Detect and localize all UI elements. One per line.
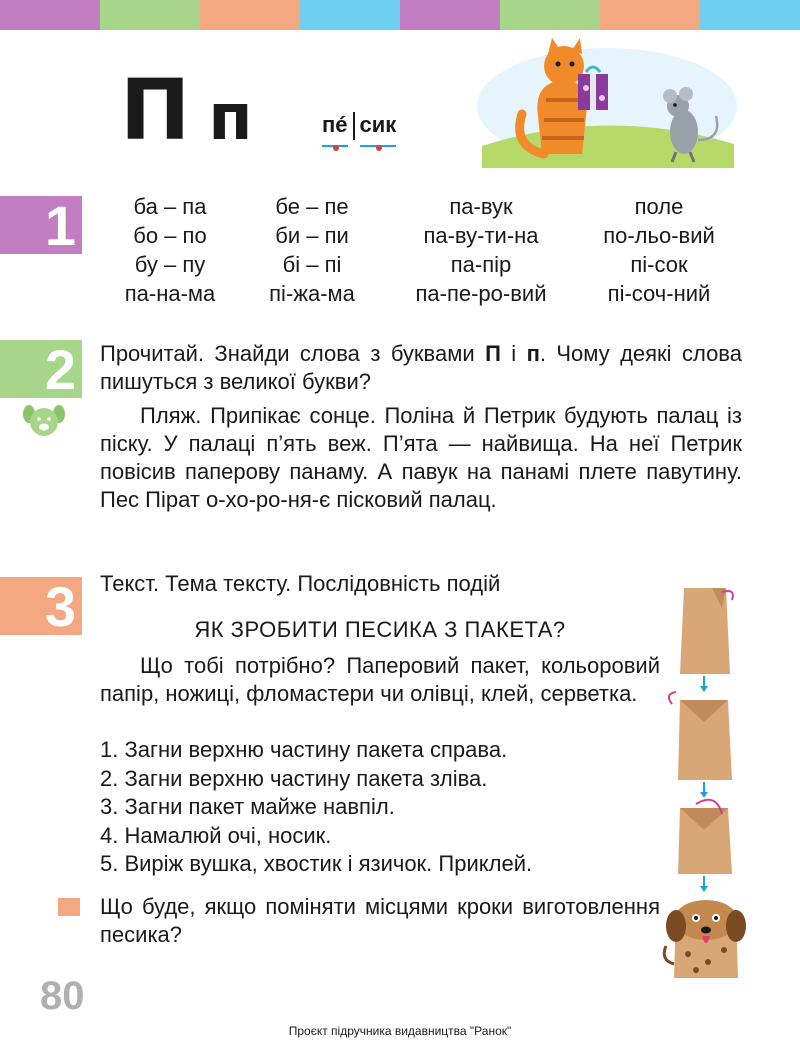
task-3-number-tab (0, 574, 82, 638)
strip-segment (300, 0, 400, 30)
syllable-cell: па-пе-ро-вий (415, 281, 547, 306)
syllable-row (104, 221, 744, 250)
syllable-cell: бе – пе (275, 194, 349, 219)
question-text: Що буде, якщо поміняти місцями кроки виготовлення песика? (100, 894, 660, 947)
craft-title: ЯК ЗРОБИТИ ПЕСИКА З ПАКЕТА? (194, 617, 566, 642)
strip-segment (100, 0, 200, 30)
task-1-number-tab (0, 193, 82, 257)
syllable-separator (353, 112, 355, 140)
step-item: 5. Виріж вушка, хвостик і язичок. Приклей. (100, 851, 533, 876)
syllable-grid (104, 192, 744, 308)
step-item: 2. Загни верхню частину пакета зліва. (100, 765, 488, 791)
letter-upper: П (120, 61, 191, 159)
syllable-cell: пі-сок (630, 252, 688, 277)
bag-dog-finished (664, 900, 746, 978)
word-scheme (322, 112, 396, 152)
syllable-cell: па-вук (449, 194, 513, 219)
question-marker (58, 898, 80, 916)
bag-step-2 (669, 692, 732, 780)
strip-segment (500, 0, 600, 30)
task-3-number: 3 (44, 574, 76, 638)
bag-step-3 (678, 800, 732, 874)
instruction-letter-upper: П (485, 341, 501, 366)
syllable-1-text: пé (322, 112, 348, 137)
letter-heading (120, 61, 253, 159)
strip-segment (700, 0, 800, 30)
syllable-row (104, 250, 744, 279)
materials-text: Що тобі потрібно? Паперовий пакет, кольоровий папір, ножиці, фломастери чи олівці, клей, серветка. (100, 653, 660, 706)
task-2-number: 2 (44, 337, 76, 401)
syllable-cell: бі – пі (282, 252, 342, 277)
task-2-instruction (100, 340, 742, 396)
page-number: 80 (40, 974, 85, 1018)
publisher-footer: Проєкт підручника видавництва "Ранок" (288, 1024, 512, 1038)
task-3-intro: Текст. Тема тексту. Послідовність подій (100, 571, 501, 596)
strip-segment (200, 0, 300, 30)
strip-segment (400, 0, 500, 30)
step-item: 3. Загни пакет майже навпіл. (100, 794, 395, 819)
syllable-2-text: сик (359, 112, 397, 137)
syllable-cell: бо – по (133, 223, 207, 248)
syllable-cell: по-льо-вий (603, 223, 715, 248)
syllable-cell: пі-соч-ний (607, 281, 711, 306)
cat-and-mouse-illustration (472, 36, 742, 168)
step-item: 4. Намалюй очі, носик. (100, 822, 332, 848)
paper-bag-steps-illustration (656, 582, 760, 982)
syllable-cell: пі-жа-ма (269, 281, 355, 306)
instruction-text: Прочитай. Знайди слова з буквами (100, 341, 486, 366)
syllable-cell: бу – пу (134, 252, 206, 277)
instruction-text: . Чому деякі слова пишуться з великої букви? (100, 341, 742, 394)
task-1-number: 1 (44, 193, 76, 257)
vowel-dot (333, 145, 339, 151)
instruction-letter-lower: п (526, 341, 540, 366)
steps-list (100, 736, 660, 879)
syllable-row (104, 279, 744, 308)
vowel-dot (376, 145, 382, 151)
top-color-strip (0, 0, 800, 30)
syllable-cell: поле (634, 194, 684, 219)
syllable-cell: па-на-ма (124, 281, 216, 306)
instruction-text: і (500, 341, 527, 366)
syllable-row (104, 192, 744, 221)
letter-lower: п (208, 81, 253, 155)
syllable-2 (360, 112, 397, 152)
syllable-cell: па-пір (450, 252, 512, 277)
syllable-cell: па-ву-ти-на (423, 223, 539, 248)
strip-segment (0, 0, 100, 30)
story-text: Пляж. Припікає сонце. Поліна й Петрик будують палац із піску. У палаці п’ять веж. П’ята — найвища. На неї Петрик повісив паперову панаму. А павук на панамі плете павутину. Пес Пірат о-хо-ро-ня-є пісковий палац. (100, 403, 742, 512)
syllable-1 (322, 112, 348, 152)
strip-segment (600, 0, 700, 30)
syllable-cell: би – пи (275, 223, 349, 248)
task-2-number-tab (0, 337, 82, 401)
bag-step-1 (680, 588, 733, 674)
syllable-cell: ба – па (133, 194, 207, 219)
dog-face-icon (22, 402, 66, 438)
step-item: 1. Загни верхню частину пакета справа. (100, 737, 508, 762)
